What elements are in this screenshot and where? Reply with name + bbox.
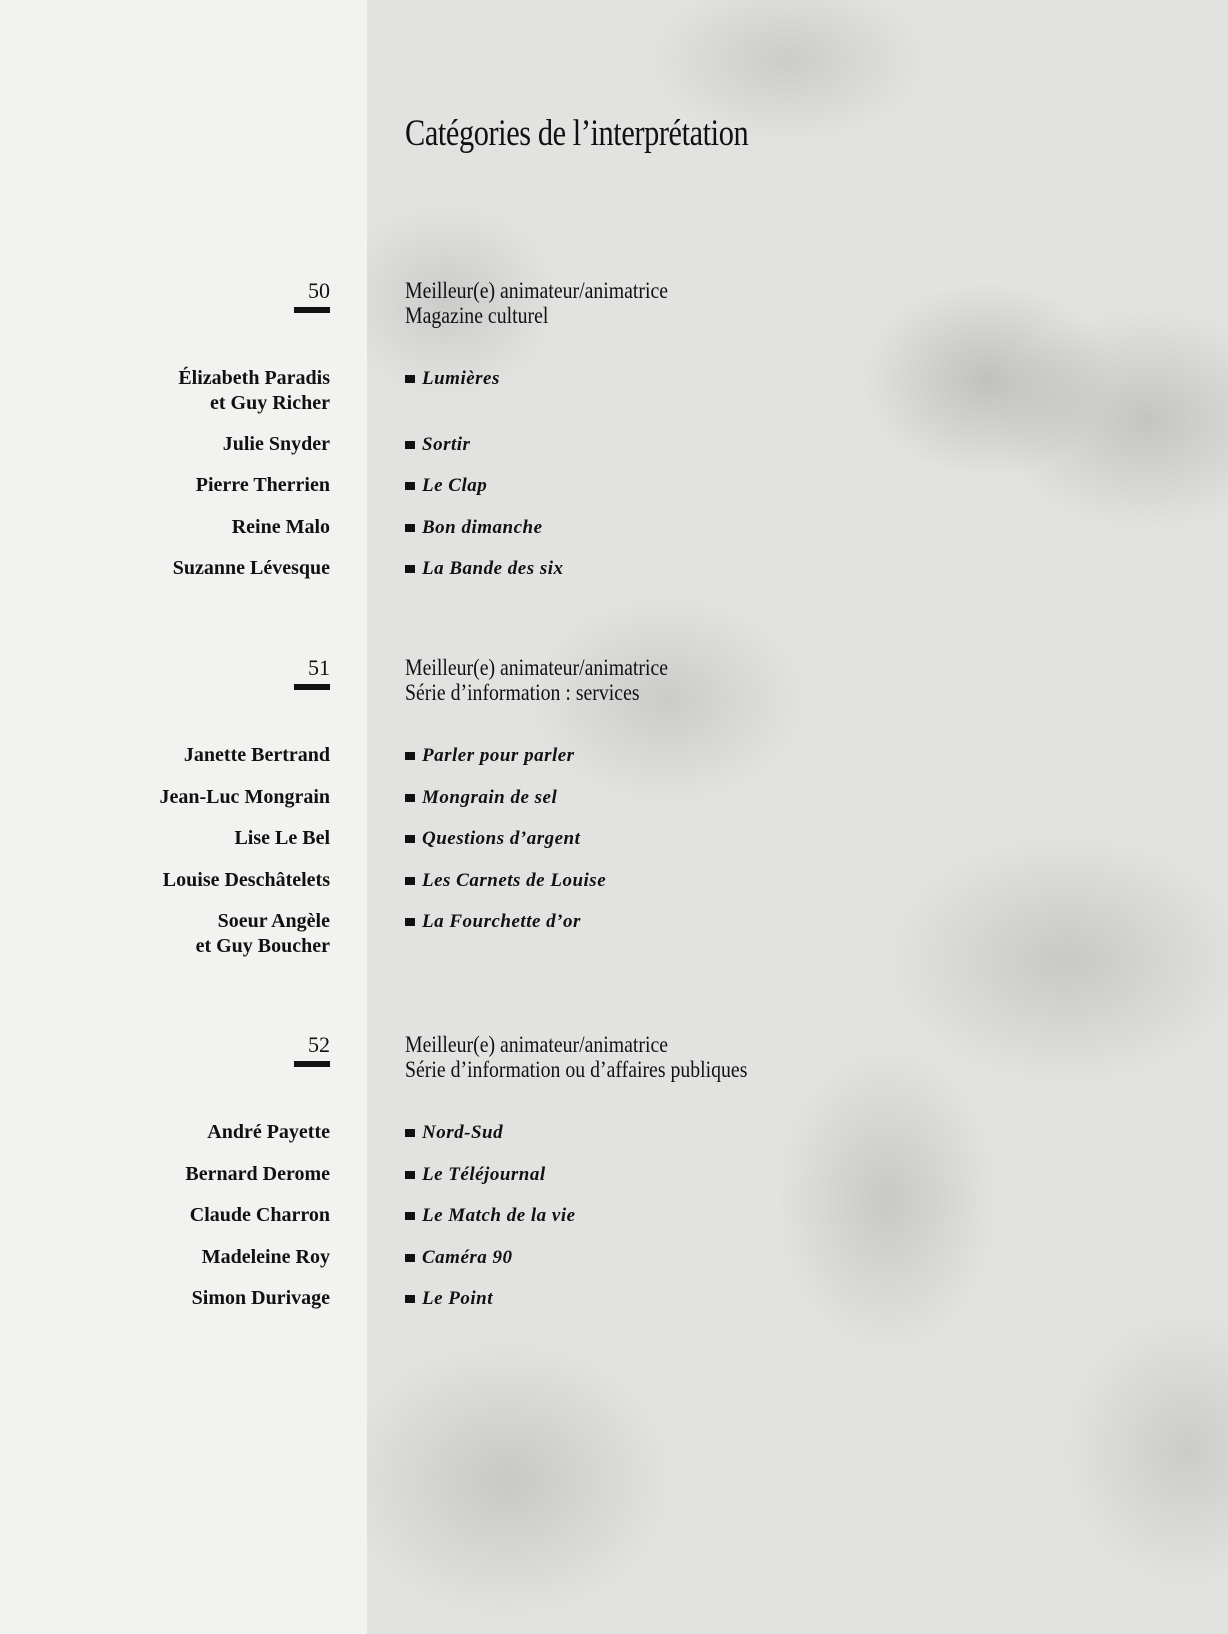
category-number: 52 [308,1032,330,1057]
category-title-line2: Série d’information ou d’affaires publiques [405,1057,748,1082]
nominee-name: André Payette [207,1121,330,1143]
nominee-show [405,909,581,934]
nominee-name [196,909,330,959]
nominee-name-line2: et Guy Richer [210,392,330,414]
nominee-name: Pierre Therrien [195,474,330,496]
show-title: Nord-Sud [422,1122,504,1143]
category-title-line1: Meilleur(e) animateur/animatrice [405,278,669,303]
nominee-name-line1: Soeur Angèle [217,910,330,932]
nominee-name: Julie Snyder [222,433,330,455]
bullet-square-icon [405,375,415,383]
nominee-show [405,743,575,768]
category-title-line1: Meilleur(e) animateur/animatrice [405,655,669,680]
nominee-show [405,1162,546,1187]
bullet-square-icon [405,524,415,532]
show-title: Les Carnets de Louise [422,870,607,891]
nominee-name: Janette Bertrand [183,744,330,766]
bullet-square-icon [405,441,415,449]
category-number-bar [294,1061,330,1067]
nominee-name: Claude Charron [189,1204,330,1226]
show-title: Le Point [422,1288,494,1309]
nominee-name: Jean-Luc Mongrain [159,786,330,808]
category-title-line2: Série d’information : services [405,680,640,705]
nominee-name: Louise Deschâtelets [162,869,330,891]
nominee-show [405,556,564,581]
show-title: Le Match de la vie [422,1205,576,1226]
bullet-square-icon [405,565,415,573]
bullet-square-icon [405,1212,415,1220]
show-title: Le Clap [422,475,488,496]
nominee-show [405,1120,503,1145]
nominee-name: Simon Durivage [191,1287,330,1309]
category-title-line1: Meilleur(e) animateur/animatrice [405,1032,669,1057]
bullet-square-icon [405,482,415,490]
nominee-show [405,366,500,391]
category-title-line2: Magazine culturel [405,303,549,328]
bullet-square-icon [405,918,415,926]
nominee-name: Reine Malo [231,516,330,538]
nominee-name-line1: Élizabeth Paradis [178,367,330,389]
bullet-square-icon [405,1254,415,1262]
nominee-show [405,515,543,540]
bullet-square-icon [405,1129,415,1137]
show-title: Parler pour parler [422,745,575,766]
show-title: Bon dimanche [422,517,543,538]
nominee-show [405,473,487,498]
nominee-show [405,1203,576,1228]
bullet-square-icon [405,877,415,885]
show-title: Mongrain de sel [422,787,558,808]
category-number-bar [294,684,330,690]
category-title [405,1032,747,1082]
show-title: La Bande des six [422,558,564,579]
category-number: 51 [308,655,330,680]
nominee-show [405,826,580,851]
show-title: Sortir [422,434,471,455]
nominee-show [405,785,557,810]
category-number: 50 [308,278,330,303]
bullet-square-icon [405,1295,415,1303]
bullet-square-icon [405,752,415,760]
show-title: Caméra 90 [422,1247,513,1268]
nominee-name-line2: et Guy Boucher [195,935,330,957]
show-title: Lumières [422,368,500,389]
nominee-name [178,366,330,416]
show-title: Questions d’argent [422,828,581,849]
textured-background-panel [367,0,1228,1634]
bullet-square-icon [405,835,415,843]
bullet-square-icon [405,1171,415,1179]
nominee-show [405,868,606,893]
page-title: Catégories de l’interprétation [405,113,749,154]
category-number-bar [294,307,330,313]
show-title: La Fourchette d’or [422,911,581,932]
nominee-show [405,1286,493,1311]
show-title: Le Téléjournal [422,1164,546,1185]
nominee-show [405,432,470,457]
nominee-name: Bernard Derome [185,1163,330,1185]
nominee-name: Lise Le Bel [234,827,330,849]
category-title [405,278,668,328]
bullet-square-icon [405,794,415,802]
nominee-show [405,1245,513,1270]
category-title [405,655,668,705]
nominee-name: Suzanne Lévesque [172,557,330,579]
nominee-name: Madeleine Roy [201,1246,330,1268]
